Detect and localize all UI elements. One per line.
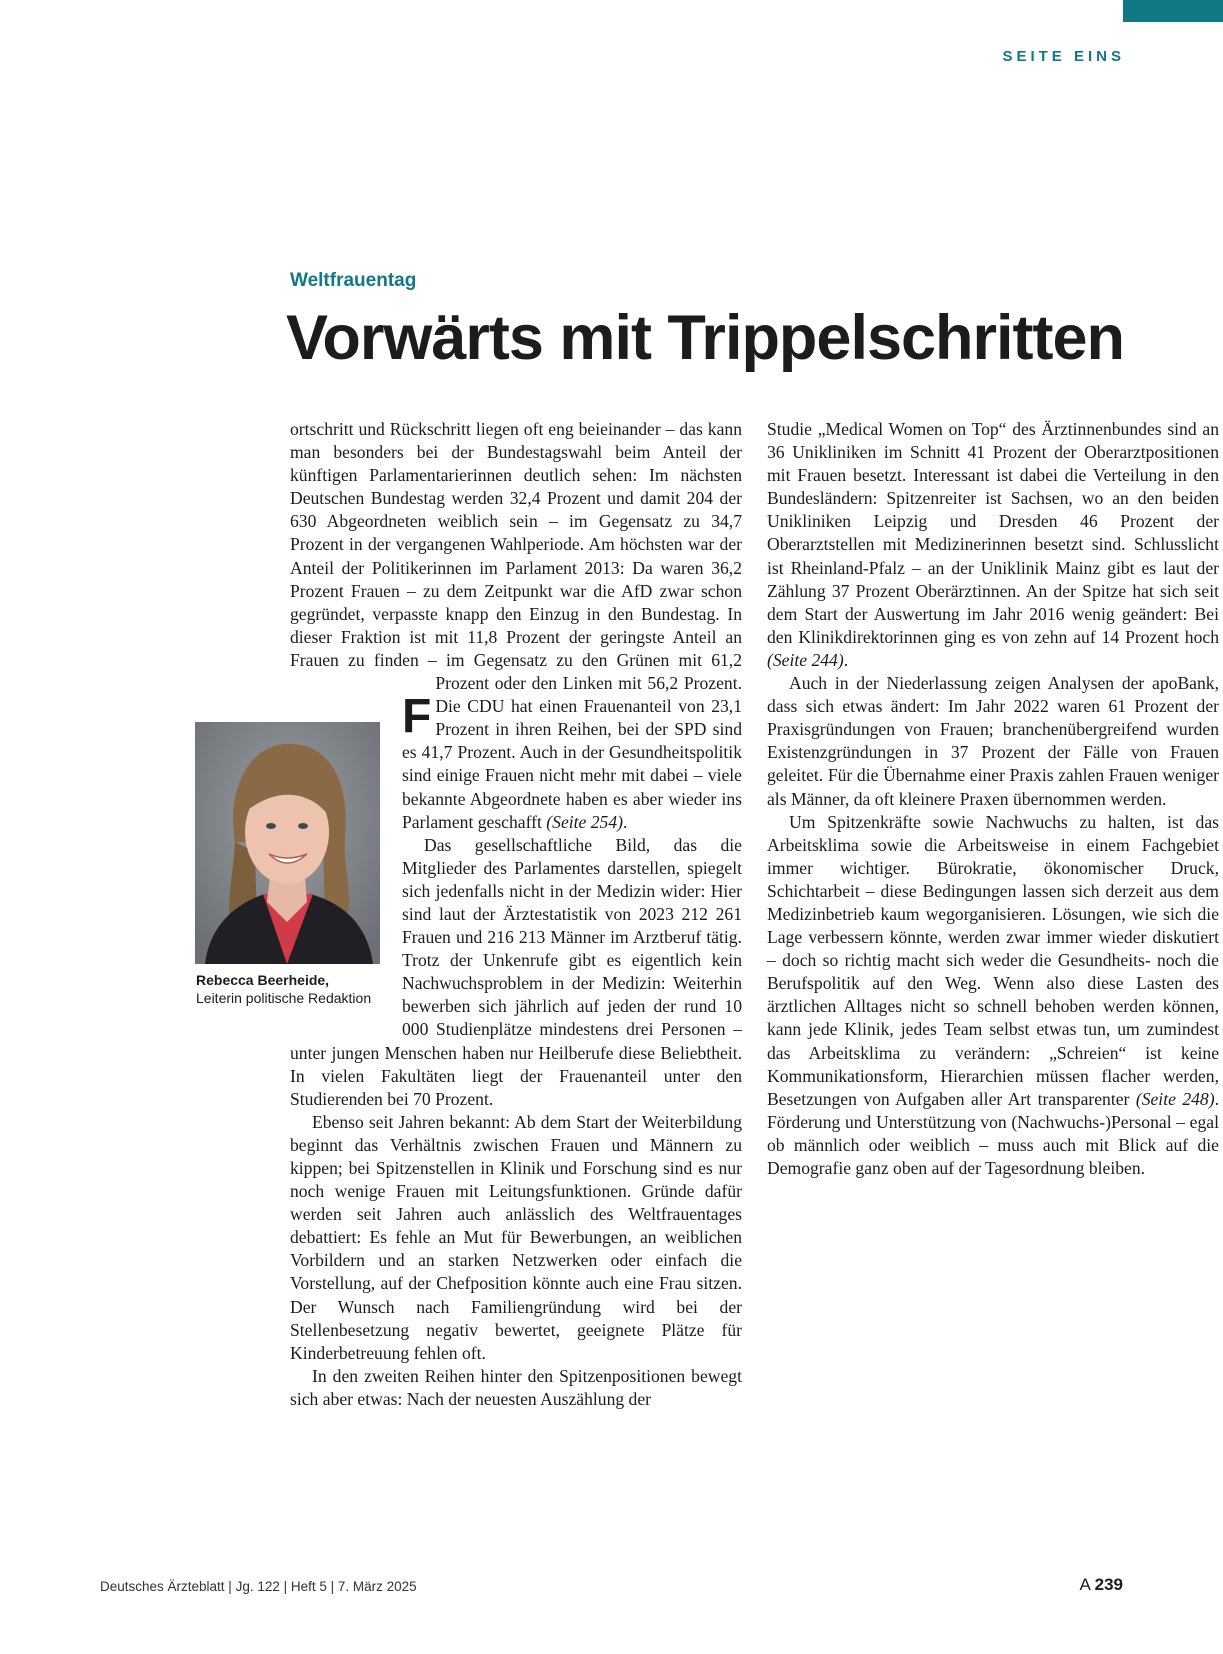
author-role: Leiterin politische Redaktion <box>196 990 372 1006</box>
paragraph-intro: F ortschritt und Rückschritt liegen oft eng beieinander – das kann man besonders bei der Bundestagswahl beim Anteil der künftigen Parlamentarierinnen deutlich sehen: Im nächsten Deutschen Bundestag werden 32,4 Prozent und damit 204 der 630 Abgeordneten weiblich sein – im Gegensatz zu 34,7 Prozent in der vergangenen Wahlperiode. Am höchsten war der Anteil der Politikerinnen im Parlament 2013: Da waren 36,2 Prozent Frauen – zu dem Zeitpunkt war die AfD zwar schon gegründet, verpasste knapp den Einzug in den Bundestag. In dieser Fraktion ist mit 11,8 Prozent der geringste Anteil an Frauen zu finden – im Gegensatz zu den Grünen mit 61,2 Prozent oder den Linken mit 56,2 Prozent. Die CDU hat einen Frauenanteil von 23,1 Prozent in ihren Reihen, bei der SPD sind es 41,7 Prozent. Auch in der Gesundheitspolitik sind einige Frauen nicht mehr mit dabei – viele bekannte Abgeordnete haben es aber wieder ins Parlament geschafft (Seite 254). <box>290 419 742 832</box>
footer-page <box>1079 1575 1123 1595</box>
page-reference: (Seite 244) <box>767 649 844 670</box>
page-number: 239 <box>1094 1575 1123 1594</box>
author-photo <box>195 722 380 964</box>
article-headline: Vorwärts mit Trippelschritten <box>286 303 1125 373</box>
footer-publication: Deutsches Ärzteblatt | Jg. 122 | Heft 5 | 7. März 2025 <box>100 1579 417 1594</box>
dropcap-letter: F <box>402 690 432 743</box>
author-caption <box>196 971 396 1007</box>
section-label: SEITE EINS <box>1002 48 1125 65</box>
page-reference: (Seite 248) <box>1135 1088 1215 1109</box>
paragraph: Das gesellschaftliche Bild, das die Mitglieder des Parlamentes darstellen, spiegelt sich jedenfalls nicht in der Medizin wider: Hier sind laut der Ärztestatistik von 2023 212 261 Frauen und 216 213 Männer im Arztberuf tätig. Trotz der Unkenrufe gibt es eigentlich kein Nachwuchsproblem in der Medizin: Weiterhin bewerben sich jährlich auf jeden der rund 10 000 Studienplätze mindestens drei Personen – unter jungen Menschen haben nur Heilberufe diese Beliebtheit. In vielen Fakultäten liegt der Frauenanteil unter den Studierenden bei 70 Prozent. <box>290 834 742 1109</box>
article-kicker: Weltfrauentag <box>290 270 417 291</box>
article-column-right <box>767 418 1219 1180</box>
paragraph: Auch in der Niederlassung zeigen Analysen der apoBank, dass sich etwas ändert: Im Jahr 2022 waren 61 Prozent der Praxisgründungen von Frauen; branchenübergreifend wurden Existenzgründungen in 37 Prozent der Fälle von Frauen geleitet. Für die Übernahme einer Praxis zahlen Frauen weniger als Männer, da oft kleinere Praxen übernommen werden. <box>767 673 1219 809</box>
paragraph: Ebenso seit Jahren bekannt: Ab dem Start der Weiterbildung beginnt das Verhältnis zwischen Frauen und Männern zu kippen; bei Spitzenstellen in Klinik und Forschung sind es nur noch wenige Frauen mit Leitungsfunktionen. Gründe dafür werden seit Jahren auch anlässlich des Weltfrauentages debattiert: Es fehle an Mut für Bewerbungen, an weiblichen Vorbildern und an starken Netzwerken oder einfach die Vorstellung, auf der Chefposition könnte auch eine Frau sitzen. Der Wunsch nach Familiengründung wird bei der Stellenbesetzung negativ bewertet, geeignete Plätze für Kinderbetreuung fehlen oft. <box>290 1111 742 1363</box>
paragraph: In den zweiten Reihen hinter den Spitzenpositionen bewegt sich aber etwas: Nach der neuesten Auszählung der <box>290 1365 742 1409</box>
paragraph: Um Spitzenkräfte sowie Nachwuchs zu halten, ist das Arbeitsklima sowie die Arbeitsweise in einem Fachgebiet immer wichtiger. Bürokratie, ökonomischer Druck, Schichtarbeit – diese Bedingungen lassen sich derzeit aus dem Medizinbetrieb kaum wegorganisieren. Lösungen, wie sich die Lage verbessern könnte, werden zwar immer wieder diskutiert – doch so richtig macht sich weder die Gesundheits- noch die Berufspolitik auf den Weg. Wenn also diese Lasten des ärztlichen Alltages nicht so schnell behoben werden können, kann jede Klinik, jedes Team selbst etwas tun, um zumindest das Arbeitsklima zu verändern: „Schreien“ ist keine Kommunikationsform, Hierarchien müssen flacher werden, Besetzungen von Aufgaben aller Art transparenter (Seite 248). Förderung und Unterstützung von (Nachwuchs-)Personal – egal ob männlich oder weiblich – muss auch mit Blick auf die Demografie ganz oben auf der Tagesordnung bleiben. <box>767 811 1219 1178</box>
page-prefix: A <box>1079 1575 1090 1594</box>
page-reference: (Seite 254) <box>546 811 623 832</box>
author-portrait <box>195 722 380 964</box>
author-name: Rebecca Beerheide, <box>196 972 330 988</box>
corner-color-tab <box>1123 0 1223 22</box>
paragraph: Studie „Medical Women on Top“ des Ärztinnenbundes sind an 36 Unikliniken im Schnitt 41 Prozent der Oberarztpositionen mit Frauen besetzt. Interessant ist dabei die Verteilung in den Bundesländern: Spitzenreiter ist Sachsen, wo an den beiden Unikliniken Leipzig und Dresden 46 Prozent der Oberarztstellen mit Medizinerinnen besetzt sind. Schlusslicht ist Rheinland-Pfalz – an der Uniklinik Mainz gibt es laut der Zählung 37 Prozent Oberärztinnen. An der Spitze hat sich seit dem Start der Auswertung im Jahr 2016 wenig geändert: Bei den Klinikdirektorinnen ging es von zehn auf 14 Prozent hoch (Seite 244). <box>767 419 1219 670</box>
